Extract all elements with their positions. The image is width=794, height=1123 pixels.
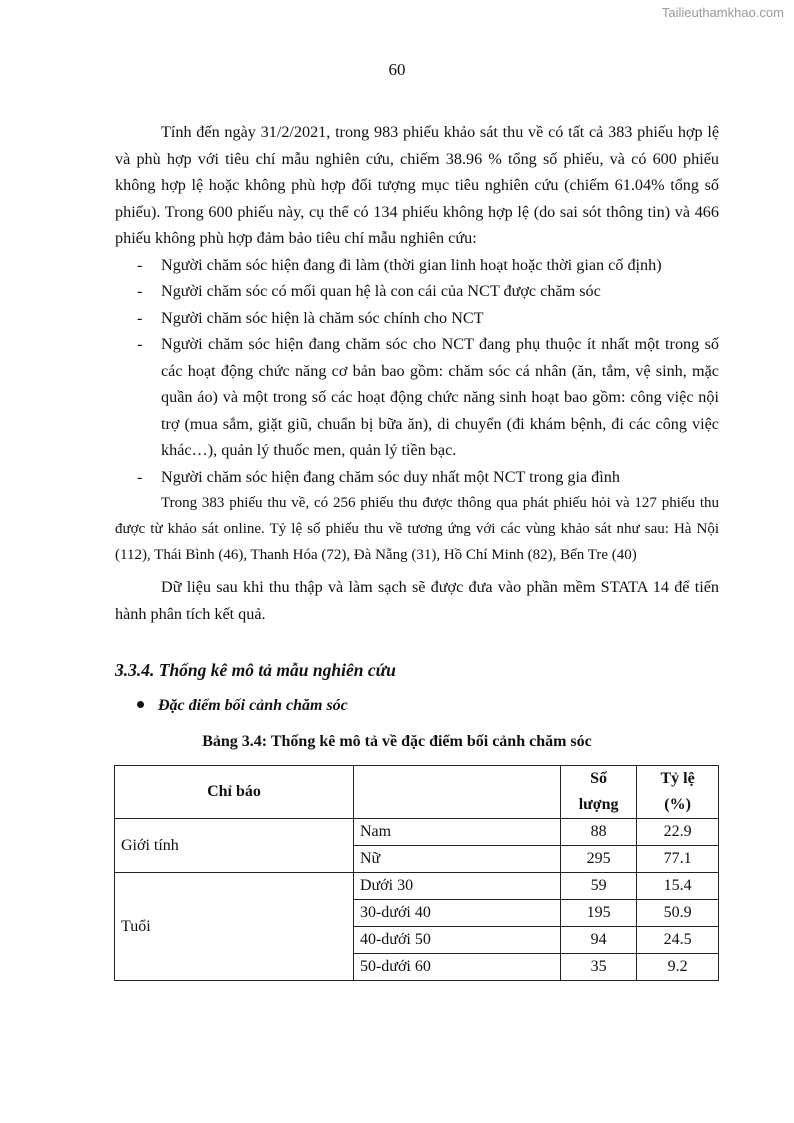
category-cell: Nam: [353, 819, 560, 846]
count-cell: 35: [560, 954, 636, 981]
paragraph-stata: Dữ liệu sau khi thu thập và làm sạch sẽ được đưa vào phần mềm STATA 14 để tiến hành phân tích kết quả.: [115, 578, 719, 623]
criteria-list: [115, 252, 719, 491]
category-cell: Dưới 30: [353, 873, 560, 900]
table-caption: Bảng 3.4: Thống kê mô tả về đặc điểm bối cảnh chăm sóc: [202, 733, 592, 750]
count-cell: 94: [560, 927, 636, 954]
list-item: - Người chăm sóc hiện đang đi làm (thời gian linh hoạt hoặc thời gian cố định): [115, 252, 719, 279]
list-item: - Người chăm sóc hiện đang chăm sóc cho NCT đang phụ thuộc ít nhất một trong số các hoạt động chức năng cơ bản bao gồm: chăm sóc cá nhân (ăn, tắm, vệ sinh, mặc quần áo) và một trong số các hoạt động chức năng sinh hoạt bao gồm: công việc nội trợ (mua sắm, giặt giũ, chuẩn bị bữa ăn), di chuyển (đi khám bệnh, đi các công việc khác…), quản lý thuốc men, quản lý tiền bạc.: [115, 331, 719, 464]
rate-cell: 50.9: [637, 900, 719, 927]
stats-table: [114, 765, 719, 981]
list-item: - Người chăm sóc hiện là chăm sóc chính cho NCT: [115, 305, 719, 332]
table-row: [115, 873, 719, 900]
header-blank: [353, 766, 560, 819]
category-cell: 50-dưới 60: [353, 954, 560, 981]
rate-cell: 77.1: [637, 846, 719, 873]
rate-cell: 9.2: [637, 954, 719, 981]
group-label-age: Tuổi: [115, 873, 354, 981]
header-indicator: Chỉ báo: [115, 766, 354, 819]
count-cell: 295: [560, 846, 636, 873]
body-text: [115, 119, 719, 627]
rate-cell: 24.5: [637, 927, 719, 954]
bullet-heading: [137, 697, 348, 715]
count-cell: 195: [560, 900, 636, 927]
list-item: - Người chăm sóc có mối quan hệ là con cái của NCT được chăm sóc: [115, 278, 719, 305]
count-cell: 88: [560, 819, 636, 846]
header-count: Số lượng: [560, 766, 636, 819]
category-cell: 30-dưới 40: [353, 900, 560, 927]
rate-cell: 22.9: [637, 819, 719, 846]
category-cell: 40-dưới 50: [353, 927, 560, 954]
count-cell: 59: [560, 873, 636, 900]
rate-cell: 15.4: [637, 873, 719, 900]
paragraph-survey-summary: Tính đến ngày 31/2/2021, trong 983 phiếu khảo sát thu về có tất cả 383 phiếu hợp lệ và phù hợp với tiêu chí mẫu nghiên cứu, chiếm 38.96 % tổng số phiếu, và có 600 phiếu không hợp lệ hoặc không phù hợp đối tượng mục tiêu nghiên cứu (chiếm 61.04% tổng số phiếu). Trong 600 phiếu này, cụ thể có 134 phiếu không hợp lệ (do sai sót thông tin) và 466 phiếu không phù hợp đảm bảo tiêu chí mẫu nghiên cứu:: [115, 123, 719, 247]
paragraph-regions: Trong 383 phiếu thu về, có 256 phiếu thu được thông qua phát phiếu hỏi và 127 phiếu thu được từ khảo sát online. Tỷ lệ số phiếu thu về tương ứng với các vùng khảo sát như sau: Hà Nội (112), Thái Bình (46), Thanh Hóa (72), Đà Nẵng (31), Hồ Chí Minh (82), Bến Tre (40): [115, 495, 719, 563]
category-cell: Nữ: [353, 846, 560, 873]
bullet-icon: [137, 701, 144, 708]
page-number: 60: [388, 60, 406, 79]
watermark: Tailieuthamkhao.com: [661, 5, 784, 20]
group-label-gender: Giới tính: [115, 819, 354, 873]
section-heading: 3.3.4. Thống kê mô tả mẫu nghiên cứu: [115, 660, 396, 680]
header-rate: Tỷ lệ (%): [637, 766, 719, 819]
table-row: [115, 819, 719, 846]
list-item: - Người chăm sóc hiện đang chăm sóc duy nhất một NCT trong gia đình: [115, 464, 719, 491]
bullet-heading-label: Đặc điểm bối cảnh chăm sóc: [158, 697, 348, 714]
table-header-row: [115, 766, 719, 819]
